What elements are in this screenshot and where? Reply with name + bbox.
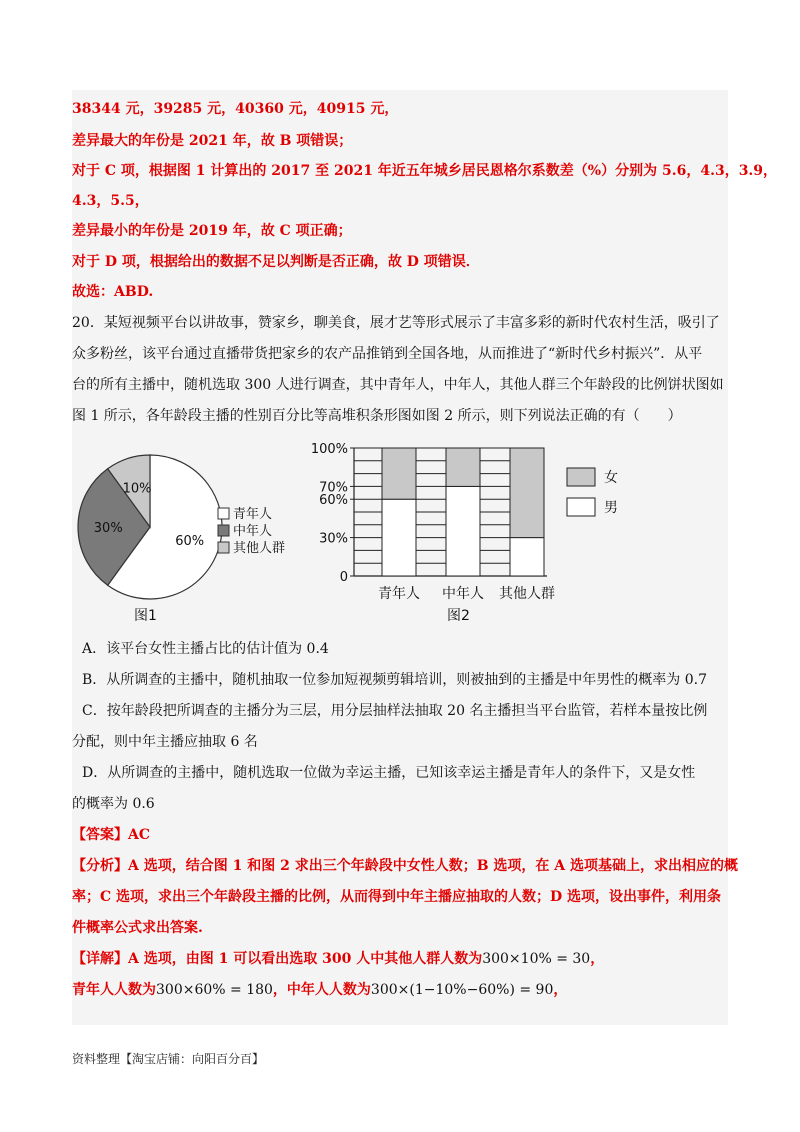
bar-y-tick-label-2: 60%	[319, 493, 348, 509]
bar-legend	[567, 468, 618, 516]
bar-chart	[311, 442, 555, 602]
option-c-line-2: 分配，则中年主播应抽取 6 名	[72, 734, 258, 750]
detail-line-2	[72, 981, 732, 999]
solution-line-6: 对于 D 项，根据给出的数据不足以判断是否正确，故 D 项错误．	[72, 254, 480, 270]
bar-y-tick-label-1: 30%	[319, 531, 348, 547]
pie-legend-label-1: 中年人	[233, 524, 273, 539]
footer: 资料整理【淘宝店铺：向阳百分百】	[72, 1052, 265, 1066]
question-line-2: 众多粉丝，该平台通过直播带货把家乡的农产品推销到全国各地，从而推进了“新时代乡村振兴”．从平	[72, 346, 703, 362]
bar-category-label-0: 青年人	[378, 586, 420, 602]
solution-line-4: 4.3，5.5，	[72, 193, 149, 209]
detail-line-1	[72, 950, 732, 968]
pie-legend-label-0: 青年人	[233, 507, 273, 522]
option-c-line-1: C．按年龄段把所调查的主播分为三层，用分层抽样法抽取 20 名主播担当平台监管，若样本量按比例	[82, 703, 708, 719]
analysis-line-1: 【分析】A 选项，结合图 1 和图 2 求出三个年龄段中女性人数；B 选项，在 A 选项基础上，求出相应的概	[72, 858, 739, 874]
pie-legend	[218, 506, 285, 556]
bar-male-0	[382, 499, 416, 576]
bar-legend-swatch-1	[567, 498, 595, 516]
bar-y-tick-label-0: 0	[339, 570, 348, 585]
option-a: A．该平台女性主播占比的估计值为 0.4	[82, 641, 329, 657]
solution-line-3: 对于 C 项，根据图 1 计算出的 2017 至 2021 年近五年城乡居民恩格尔系数差（%）分别为 5.6，4.3，3.9，	[72, 163, 778, 179]
pie-caption: 图1	[134, 608, 157, 624]
solution-line-2: 差异最大的年份是 2021 年，故 B 项错误；	[72, 133, 353, 149]
detail-line-2-text-b: ，中年人人数为	[272, 982, 371, 998]
pie-label-1: 30%	[93, 521, 123, 536]
bar-legend-label-0: 女	[604, 470, 618, 486]
bar-y-tick-label-3: 70%	[319, 480, 348, 496]
bar-y-tick-label-4: 100%	[310, 442, 348, 457]
bar-category-label-2: 其他人群	[499, 586, 555, 602]
pie-legend-label-2: 其他人群	[233, 541, 286, 556]
pie-legend-swatch-0	[218, 508, 229, 519]
option-b: B．从所调查的主播中，随机抽取一位参加短视频剪辑培训，则被抽到的主播是中年男性的概率为 0.7	[82, 672, 708, 688]
pie-label-0: 60%	[175, 533, 205, 549]
pie-legend-swatch-2	[218, 542, 229, 553]
analysis-line-2: 率；C 选项，求出三个年龄段主播的比例，从而得到中年主播应抽取的人数；D 选项，设出事件，利用条	[72, 889, 722, 905]
detail-line-1-formula: 300×10% = 30	[482, 951, 591, 967]
pie-label-2: 10%	[122, 481, 152, 497]
bar-caption: 图2	[447, 608, 470, 624]
bar-female-1	[446, 448, 480, 486]
detail-line-2-text-a: 青年人人数为	[72, 982, 156, 998]
pie-legend-swatch-1	[218, 525, 229, 536]
detail-line-2-formula-2: 300×(1−10%−60%) = 90	[370, 982, 554, 998]
bar-female-2	[510, 448, 544, 538]
bar-male-2	[510, 538, 544, 576]
detail-line-2-end: ，	[553, 982, 568, 998]
question-line-3: 台的所有主播中，随机选取 300 人进行调查，其中青年人，中年人，其他人群三个年龄段的比例饼状图如	[72, 377, 724, 393]
question-line-4: 图 1 所示，各年龄段主播的性别百分比等高堆积条形图如图 2 所示，则下列说法正确的有（ ）	[72, 408, 682, 424]
bar-female-0	[382, 448, 416, 499]
solution-line-5: 差异最小的年份是 2019 年，故 C 项正确；	[72, 223, 352, 239]
solution-line-1: 38344 元，39285 元，40360 元，40915 元，	[72, 101, 399, 117]
question-line-1: 20．某短视频平台以讲故事，赞家乡，聊美食，展才艺等形式展示了丰富多彩的新时代农村生活，吸引了	[72, 315, 720, 331]
bar-category-label-1: 中年人	[442, 586, 484, 602]
figures	[72, 440, 732, 630]
pie-chart	[78, 455, 222, 599]
analysis-line-3: 件概率公式求出答案.	[72, 920, 203, 936]
option-d-line-2: 的概率为 0.6	[72, 796, 155, 812]
detail-line-1-text: 【详解】A 选项，由图 1 可以看出选取 300 人中其他人群人数为	[72, 951, 483, 967]
option-d-line-1: D．从所调查的主播中，随机选取一位做为幸运主播，已知该幸运主播是青年人的条件下，又是女性	[82, 765, 696, 781]
detail-line-1-end: ，	[590, 951, 605, 967]
solution-line-7: 故选：ABD.	[72, 284, 154, 300]
bar-male-1	[446, 486, 480, 576]
bar-legend-label-1: 男	[604, 500, 618, 516]
detail-line-2-formula-1: 300×60% = 180	[156, 982, 273, 998]
bar-legend-swatch-0	[567, 468, 595, 486]
answer-line: 【答案】AC	[72, 827, 151, 843]
